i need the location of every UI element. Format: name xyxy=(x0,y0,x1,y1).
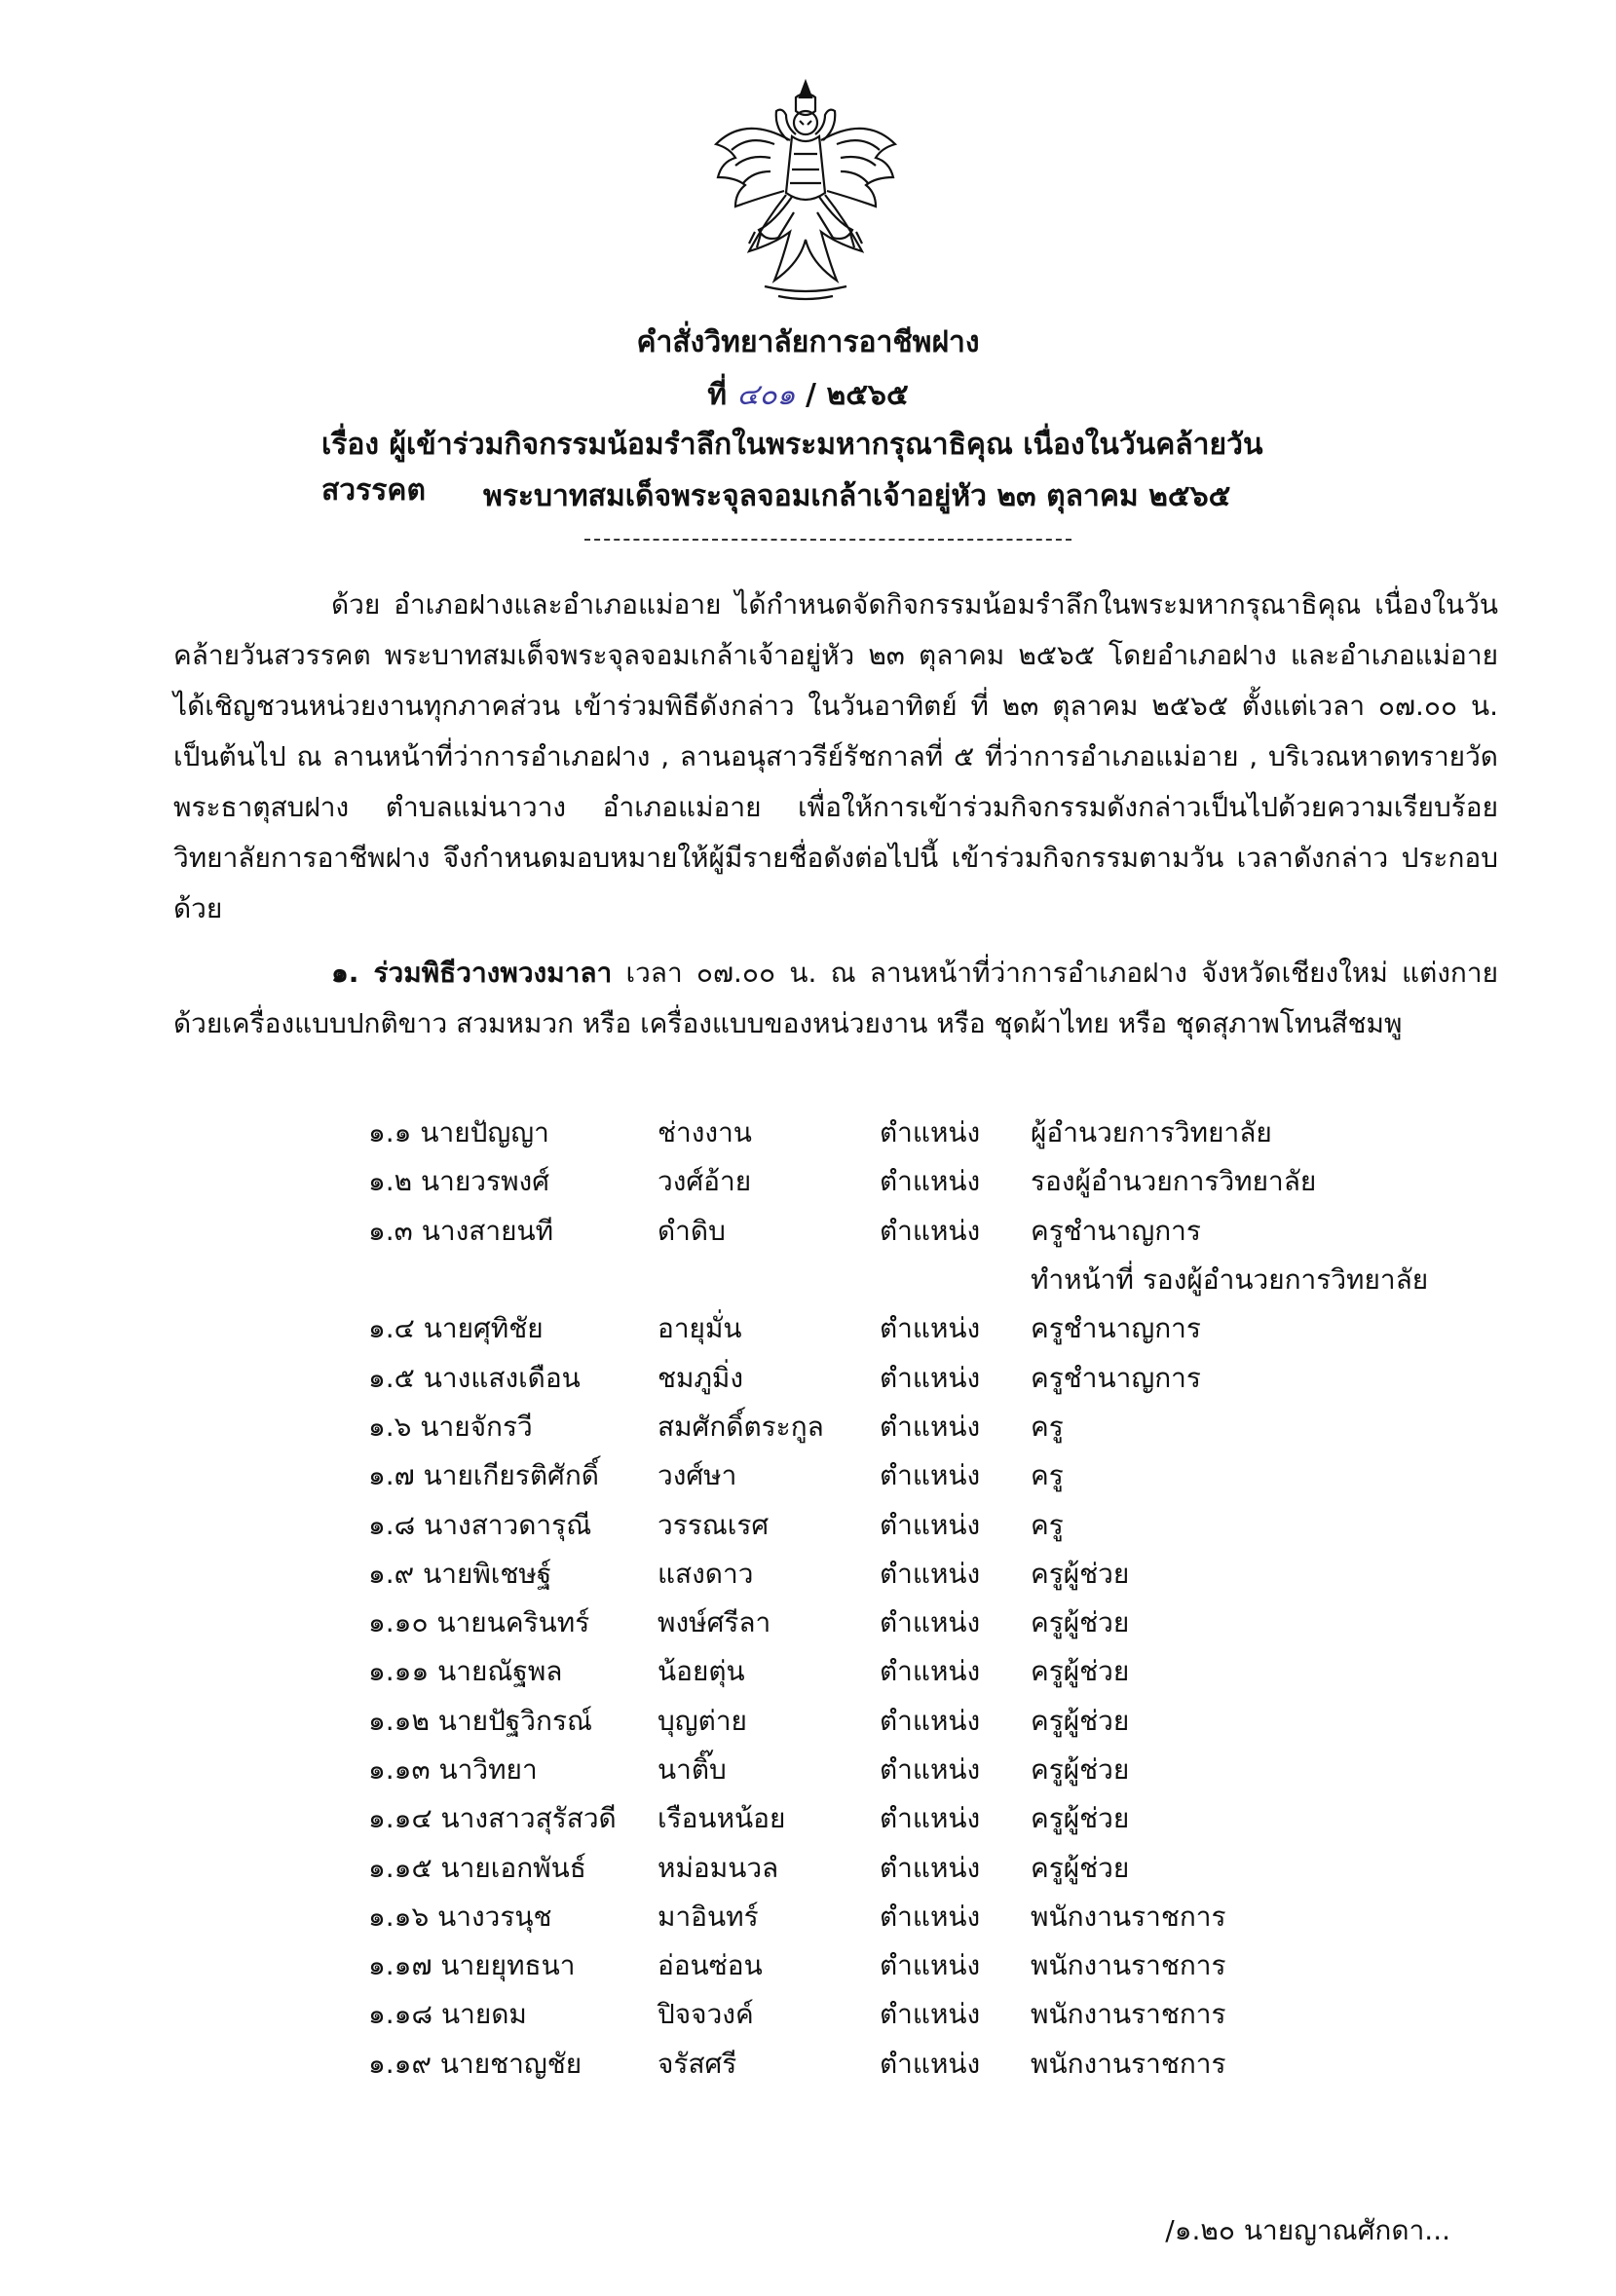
position-label: ตำแหน่ง xyxy=(880,1214,981,1247)
position-label: ตำแหน่ง xyxy=(880,1753,981,1786)
attendee-role: ครูผู้ช่วย xyxy=(1031,1655,1130,1688)
roster-row xyxy=(368,1990,1479,2039)
roster-row xyxy=(368,1647,1479,1696)
order-number-year: / ๒๕๖๕ xyxy=(806,378,909,412)
attendee-surname: มาอินทร์ xyxy=(658,1900,759,1933)
item-1-paragraph xyxy=(173,948,1498,1049)
attendee-role: ครูผู้ช่วย xyxy=(1031,1606,1130,1639)
position-label: ตำแหน่ง xyxy=(880,1165,981,1198)
attendee-name: ๑.๑๓ นาวิทยา xyxy=(368,1753,538,1786)
attendee-role: ครู xyxy=(1031,1410,1064,1443)
roster-row xyxy=(368,1403,1479,1451)
attendee-name: ๑.๑๖ นางวรนุช xyxy=(368,1900,552,1933)
attendee-roster xyxy=(368,1109,1479,2089)
position-label: ตำแหน่ง xyxy=(880,1508,981,1541)
attendee-surname: ปิจจวงค์ xyxy=(658,1998,754,2031)
attendee-name: ๑.๑๑ นายณัฐพล xyxy=(368,1655,563,1688)
roster-row xyxy=(368,1843,1479,1892)
attendee-surname: ดำดิบ xyxy=(658,1214,726,1247)
position-label: ตำแหน่ง xyxy=(880,1557,981,1590)
roster-row xyxy=(368,1109,1479,1157)
roster-row-continuation xyxy=(368,1256,1479,1304)
attendee-role: ครู xyxy=(1031,1508,1064,1541)
attendee-role: พนักงานราชการ xyxy=(1031,2047,1226,2080)
roster-row xyxy=(368,1304,1479,1353)
attendee-surname: อ่อนซ่อน xyxy=(658,1949,763,1982)
roster-row xyxy=(368,1207,1479,1256)
roster-row xyxy=(368,1353,1479,1402)
attendee-role: พนักงานราชการ xyxy=(1031,1998,1226,2031)
continued-footer: /๑.๒๐ นายญาณศักดา... xyxy=(1165,2214,1450,2246)
attendee-surname: จรัสศรี xyxy=(658,2047,737,2080)
attendee-surname: ชมภูมิ่ง xyxy=(658,1361,744,1394)
order-number-value: ๔๐๑ xyxy=(736,378,796,412)
attendee-name: ๑.๑๘ นายดม xyxy=(368,1998,527,2031)
position-label: ตำแหน่ง xyxy=(880,1606,981,1639)
attendee-surname: พงษ์ศรีลา xyxy=(658,1606,771,1639)
attendee-name: ๑.๘ นางสาวดารุณี xyxy=(368,1508,592,1541)
attendee-name: ๑.๖ นายจักรวี xyxy=(368,1410,533,1443)
attendee-role: รองผู้อำนวยการวิทยาลัย xyxy=(1031,1165,1317,1198)
attendee-surname: เรือนหน้อย xyxy=(658,1802,786,1835)
roster-row xyxy=(368,1599,1479,1647)
attendee-name: ๑.๑๙ นายชาญชัย xyxy=(368,2047,583,2080)
position-label: ตำแหน่ง xyxy=(880,2047,981,2080)
subject-line-1: เรื่อง ผู้เข้าร่วมกิจกรรมน้อมรำลึกในพระมหากรุณาธิคุณ เนื่องในวันคล้ายวันสวรรคต xyxy=(321,428,1263,508)
position-label: ตำแหน่ง xyxy=(880,1459,981,1492)
attendee-surname: วรรณเรศ xyxy=(658,1508,770,1541)
attendee-surname: บุญต่าย xyxy=(658,1704,747,1737)
attendee-surname: วงศ์ษา xyxy=(658,1459,737,1492)
roster-row xyxy=(368,1697,1479,1746)
attendee-surname: แสงดาว xyxy=(658,1557,754,1590)
attendee-surname: หม่อมนวล xyxy=(658,1851,779,1884)
attendee-surname: วงศ์อ้าย xyxy=(658,1165,752,1198)
attendee-name: ๑.๑๔ นางสาวสุรัสวดี xyxy=(368,1802,617,1835)
garuda-emblem-icon xyxy=(706,76,906,305)
roster-row xyxy=(368,1746,1479,1794)
position-label: ตำแหน่ง xyxy=(880,1998,981,2031)
position-label: ตำแหน่ง xyxy=(880,1851,981,1884)
roster-row xyxy=(368,1794,1479,1843)
position-label: ตำแหน่ง xyxy=(880,1704,981,1737)
attendee-name: ๑.๒ นายวรพงศ์ xyxy=(368,1165,549,1198)
attendee-name: ๑.๓ นางสายนที xyxy=(368,1214,554,1247)
roster-row xyxy=(368,1941,1479,1990)
attendee-surname: อายุมั่น xyxy=(658,1312,742,1345)
position-label: ตำแหน่ง xyxy=(880,1361,981,1394)
attendee-surname: ช่างงาน xyxy=(658,1116,752,1149)
order-number xyxy=(0,372,1616,418)
position-label: ตำแหน่ง xyxy=(880,1655,981,1688)
roster-row xyxy=(368,1893,1479,1941)
roster-row xyxy=(368,1550,1479,1599)
attendee-role: ครูชำนาญการ xyxy=(1031,1214,1201,1247)
attendee-role: ครูผู้ช่วย xyxy=(1031,1802,1130,1835)
item-1-text: เวลา ๐๗.๐๐ น. ณ ลานหน้าที่ว่าการอำเภอฝาง จังหวัดเชียงใหม่ แต่งกายด้วยเครื่องแบบปกติขาว สวมหมวก หรือ เครื่องแบบของหน่วยงาน หรือ ชุดผ้าไทย หรือ ชุดสุภาพโทนสีชมพู xyxy=(173,957,1499,1039)
attendee-name: ๑.๗ นายเกียรติศักดิ์ xyxy=(368,1459,599,1492)
attendee-name: ๑.๑๐ นายนครินทร์ xyxy=(368,1606,590,1639)
header-divider xyxy=(584,539,1071,541)
attendee-surname: สมศักดิ์ตระกูล xyxy=(658,1410,824,1443)
position-label: ตำแหน่ง xyxy=(880,1410,981,1443)
attendee-role: ครูผู้ช่วย xyxy=(1031,1753,1130,1786)
position-label: ตำแหน่ง xyxy=(880,1802,981,1835)
attendee-surname: นาติ๊บ xyxy=(658,1753,727,1786)
attendee-role: ผู้อำนวยการวิทยาลัย xyxy=(1031,1116,1272,1149)
position-label: ตำแหน่ง xyxy=(880,1312,981,1345)
attendee-role: ครูชำนาญการ xyxy=(1031,1361,1201,1394)
attendee-role: พนักงานราชการ xyxy=(1031,1949,1226,1982)
attendee-name: ๑.๑๗ นายยุทธนา xyxy=(368,1949,576,1982)
position-label: ตำแหน่ง xyxy=(880,1949,981,1982)
position-label: ตำแหน่ง xyxy=(880,1116,981,1149)
attendee-role: ครูผู้ช่วย xyxy=(1031,1704,1130,1737)
attendee-role: ครูชำนาญการ xyxy=(1031,1312,1201,1345)
attendee-name: ๑.๕ นางแสงเดือน xyxy=(368,1361,581,1394)
order-title: คำสั่งวิทยาลัยการอาชีพฝาง xyxy=(636,325,980,359)
item-1-heading: ๑. ร่วมพิธีวางพวงมาลา xyxy=(331,957,613,989)
attendee-name: ๑.๑ นายปัญญา xyxy=(368,1116,549,1149)
order-number-prefix: ที่ xyxy=(707,378,728,412)
attendee-name: ๑.๑๕ นายเอกพันธ์ xyxy=(368,1851,586,1884)
attendee-name: ๑.๑๒ นายปัฐวิกรณ์ xyxy=(368,1704,592,1737)
attendee-role: ครูผู้ช่วย xyxy=(1031,1557,1130,1590)
attendee-surname: น้อยตุ่น xyxy=(658,1655,745,1688)
attendee-role: ครูผู้ช่วย xyxy=(1031,1851,1130,1884)
intro-paragraph: ด้วย อำเภอฝางและอำเภอแม่อาย ได้กำหนดจัดกิจกรรมน้อมรำลึกในพระมหากรุณาธิคุณ เนื่องในวันคล้ายวันสวรรคต พระบาทสมเด็จพระจุลจอมเกล้าเจ้าอยู่หัว ๒๓ ตุลาคม ๒๕๖๕ โดยอำเภอฝาง และอำเภอแม่อาย ได้เชิญชวนหน่วยงานทุกภาคส่วน เข้าร่วมพิธีดังกล่าว ในวันอาทิตย์ ที่ ๒๓ ตุลาคม ๒๕๖๕ ตั้งแต่เวลา ๐๗.๐๐ น. เป็นต้นไป ณ ลานหน้าที่ว่าการอำเภอฝาง , ลานอนุสาวรีย์รัชกาลที่ ๕ ที่ว่าการอำเภอแม่อาย , บริเวณหาดทรายวัดพระธาตุสบฝาง ตำบลแม่นาวาง อำเภอแม่อาย เพื่อให้การเข้าร่วมกิจกรรมดังกล่าวเป็นไปด้วยความเรียบร้อย วิทยาลัยการอาชีพฝาง จึงกำหนดมอบหมายให้ผู้มีรายชื่อดังต่อไปนี้ เข้าร่วมกิจกรรมตามวัน เวลาดังกล่าว ประกอบด้วย xyxy=(173,588,1498,924)
attendee-name: ๑.๙ นายพิเชษฐ์ xyxy=(368,1557,552,1590)
roster-row xyxy=(368,1451,1479,1500)
roster-row xyxy=(368,2040,1479,2089)
attendee-role-extra: ทำหน้าที่ รองผู้อำนวยการวิทยาลัย xyxy=(1031,1263,1429,1297)
attendee-role: พนักงานราชการ xyxy=(1031,1900,1226,1933)
subject-line-2: พระบาทสมเด็จพระจุลจอมเกล้าเจ้าอยู่หัว ๒๓ ตุลาคม ๒๕๖๕ xyxy=(483,479,1231,513)
attendee-name: ๑.๔ นายศุทิชัย xyxy=(368,1312,544,1345)
roster-row xyxy=(368,1157,1479,1206)
position-label: ตำแหน่ง xyxy=(880,1900,981,1933)
attendee-role: ครู xyxy=(1031,1459,1064,1492)
roster-row xyxy=(368,1500,1479,1549)
